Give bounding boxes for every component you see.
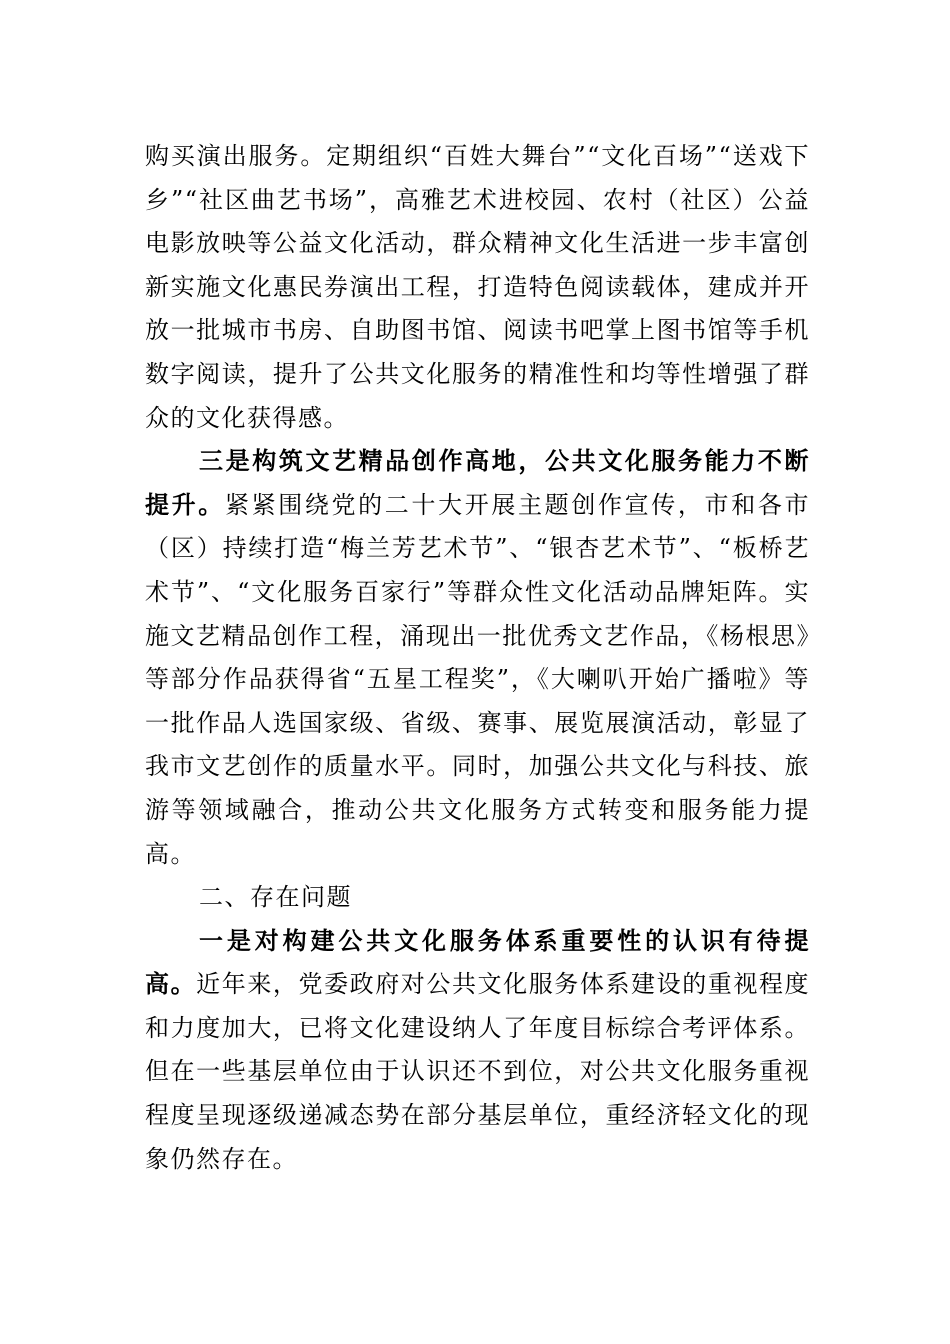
- paragraph-lead: 一是对构建公共文化服务体系重要性的认识有待提高。: [145, 926, 810, 999]
- paragraph-continued: [145, 135, 810, 440]
- paragraph-culture-works: [145, 440, 810, 876]
- document-page: [145, 135, 810, 1181]
- paragraph-lead: 三是构筑文艺精品创作高地，公共文化服务能力不断提升。: [145, 447, 810, 519]
- paragraph-text: 近年来，党委政府对公共文化服务体系建设的重视程度和力度加大，已将文化建设纳人了年度目标综合考评体系。但在一些基层单位由于认识还不到位，对公共文化服务重视程度呈现逐级递减态势在部分基层单位，重经济轻文化的现象仍然存在。: [145, 970, 811, 1173]
- section-heading: 二、存在问题: [199, 883, 352, 912]
- paragraph-text: 购买演出服务。定期组织“百姓大舞台”“文化百场”“送戏下乡”“社区曲艺书场”，高雅艺术进校园、农村（社区）公益电影放映等公益文化活动，群众精神文化生活进一步丰富创新实施文化惠民券演出工程，打造特色阅读载体，建成并开放一批城市书房、自助图书馆、阅读书吧掌上图书馆等手机数字阅读，提升了公共文化服务的精准性和均等性增强了群众的文化获得感。: [145, 142, 810, 432]
- paragraph-problem-one: [145, 920, 810, 1182]
- paragraph-text: 紧紧围绕党的二十大开展主题创作宣传，市和各市（区）持续打造“梅兰芳艺术节”、“银杏艺术节”、“板桥艺术节”、“文化服务百家行”等群众性文化活动品牌矩阵。实施文艺精品创作工程，涌现出一批优秀文艺作品，《杨根思》等部分作品获得省“五星工程奖”，《大喇叭开始广播啦》等一批作品人选国家级、省级、赛事、展览展演活动，彰显了我市文艺创作的质量水平。同时，加强公共文化与科技、旅游等领域融合，推动公共文化服务方式转变和服务能力提高。: [145, 490, 810, 868]
